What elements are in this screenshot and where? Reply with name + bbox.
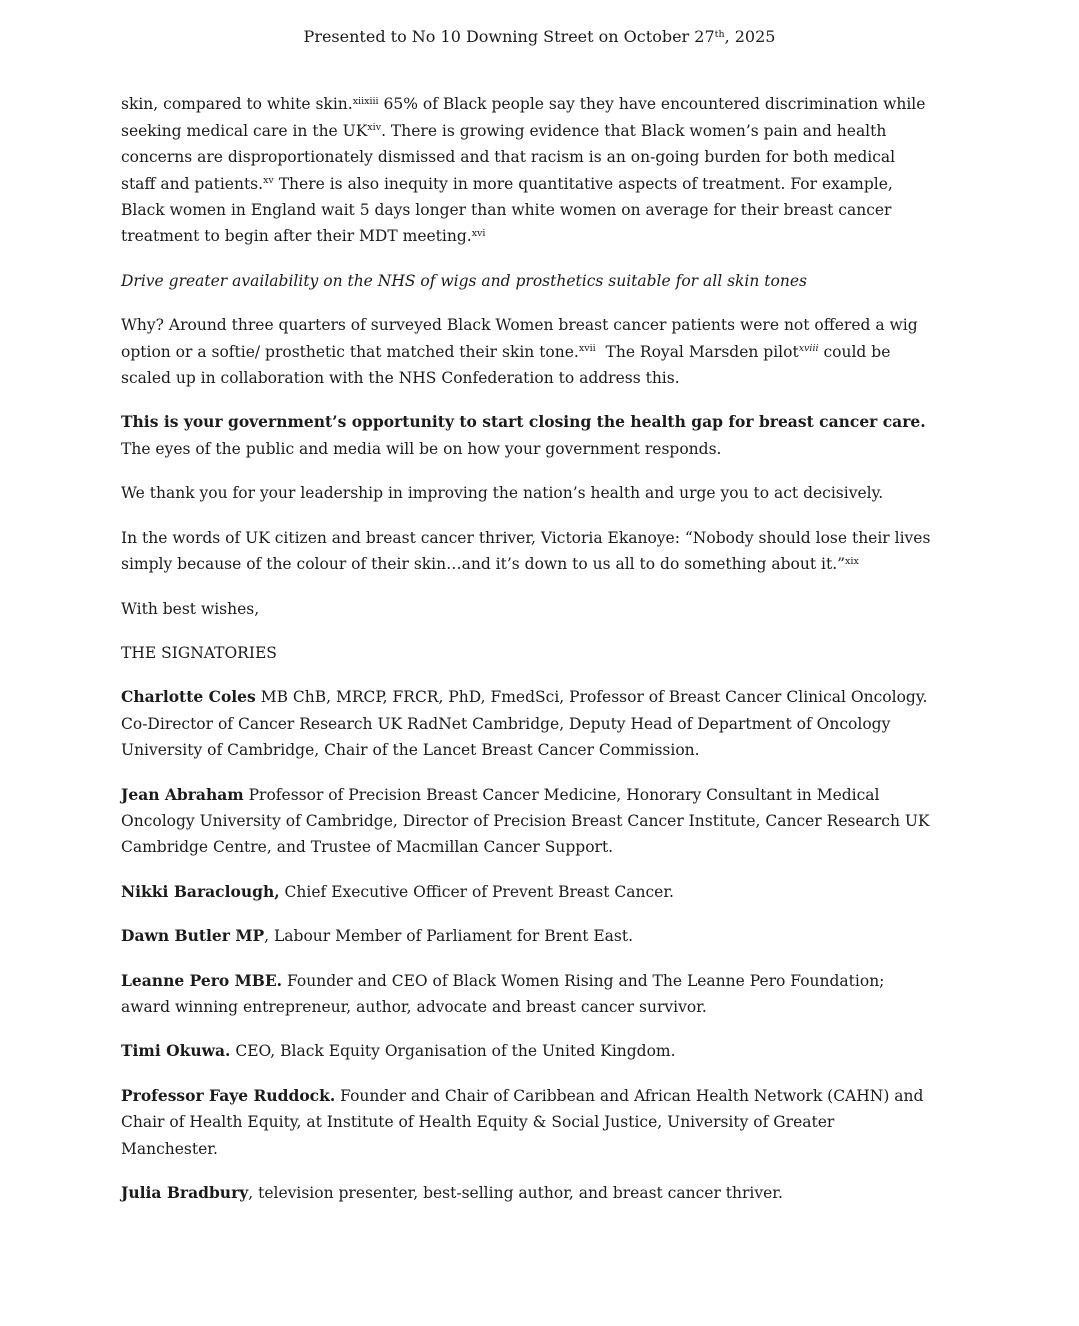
signatory-leanne-pero: Leanne Pero MBE. Founder and CEO of Black Women Rising and The Leanne Pero Foundation; award winning entrepreneur, author, advocate and breast cancer survivor. [121, 970, 885, 1016]
signatory-julia-bradbury: Julia Bradbury, television presenter, best-selling author, and breast cancer thriver. [121, 1183, 783, 1202]
document-closing [121, 596, 933, 667]
signatory-charlotte-coles: Charlotte Coles MB ChB, MRCP, FRCR, PhD, FmedSci, Professor of Breast Cancer Clinical Oncology. Co-Director of Cancer Research UK RadNet Cambridge, Deputy Head of Department of Oncology University of Cambridge, Chair of the Lancet Breast Cancer Commission. [121, 687, 928, 760]
signatory-nikki-baraclough: Nikki Baraclough, Chief Executive Officer of Prevent Breast Cancer. [121, 881, 674, 901]
closing-with-best-wishes: With best wishes, [121, 599, 260, 618]
body-paragraph-quote: In the words of UK citizen and breast cancer thriver, Victoria Ekanoye: “Nobody should lose their lives simply because of the colour of their skin…and it’s down to us all to do something about it.”$^{xix}$ [121, 528, 931, 574]
signatories-list [121, 684, 933, 1206]
body-paragraph-opportunity: This is your government’s opportunity to start closing the health gap for breast cancer care. The eyes of the public and media will be on how your government responds. [121, 412, 926, 458]
signatories-heading: THE SIGNATORIES [121, 643, 277, 662]
body-paragraph-wigs-why: Why? Around three quarters of surveyed Black Women breast cancer patients were not offered a wig option or a softie/ prosthetic that matched their skin tone.$^{xvii}$ The Royal Marsden pilot$^{xviii}$ could be scaled up in collaboration with the NHS Confederation to address this. [121, 316, 918, 388]
signatory-faye-ruddock: Professor Faye Ruddock. Founder and Chair of Caribbean and African Health Network (CAHN) and Chair of Health Equity, at Institute of Health Equity & Social Justice, University of Greater Manchester. [121, 1085, 924, 1158]
body-paragraph-discrimination: skin, compared to white skin.$^{xiixiii}$ 65% of Black people say they have encountered discrimination while seeking medical care in the UK$^{xiv}$. There is growing evidence that Black women’s pain and health concerns are disproportionately dismissed and that racism is an on-going burden for both medical staff and patients.$^{xv}$ There is also inequity in more quantitative aspects of treatment. For example, Black women in England wait 5 days longer than white women on average for their breast cancer treatment to begin after their MDT meeting.$^{xvi}$ [121, 95, 926, 246]
italic-subheading-wigs: Drive greater availability on the NHS of wigs and prosthetics suitable for all skin tones [121, 271, 807, 290]
document-content [0, 50, 1079, 1206]
body-paragraph-thanks: We thank you for your leadership in improving the nation’s health and urge you to act decisively. [121, 484, 884, 503]
signatory-jean-abraham: Jean Abraham Professor of Precision Breast Cancer Medicine, Honorary Consultant in Medical Oncology University of Cambridge, Director of Precision Breast Cancer Institute, Cancer Research UK Cambridge Centre, and Trustee of Macmillan Cancer Support. [121, 784, 930, 857]
document-header: Presented to No 10 Downing Street on October 27th, 2025 [303, 27, 776, 46]
signatory-timi-okuwa: Timi Okuwa. CEO, Black Equity Organisation of the United Kingdom. [121, 1041, 676, 1061]
document-body [121, 91, 933, 577]
signatory-dawn-butler: Dawn Butler MP, Labour Member of Parliament for Brent East. [121, 926, 634, 946]
